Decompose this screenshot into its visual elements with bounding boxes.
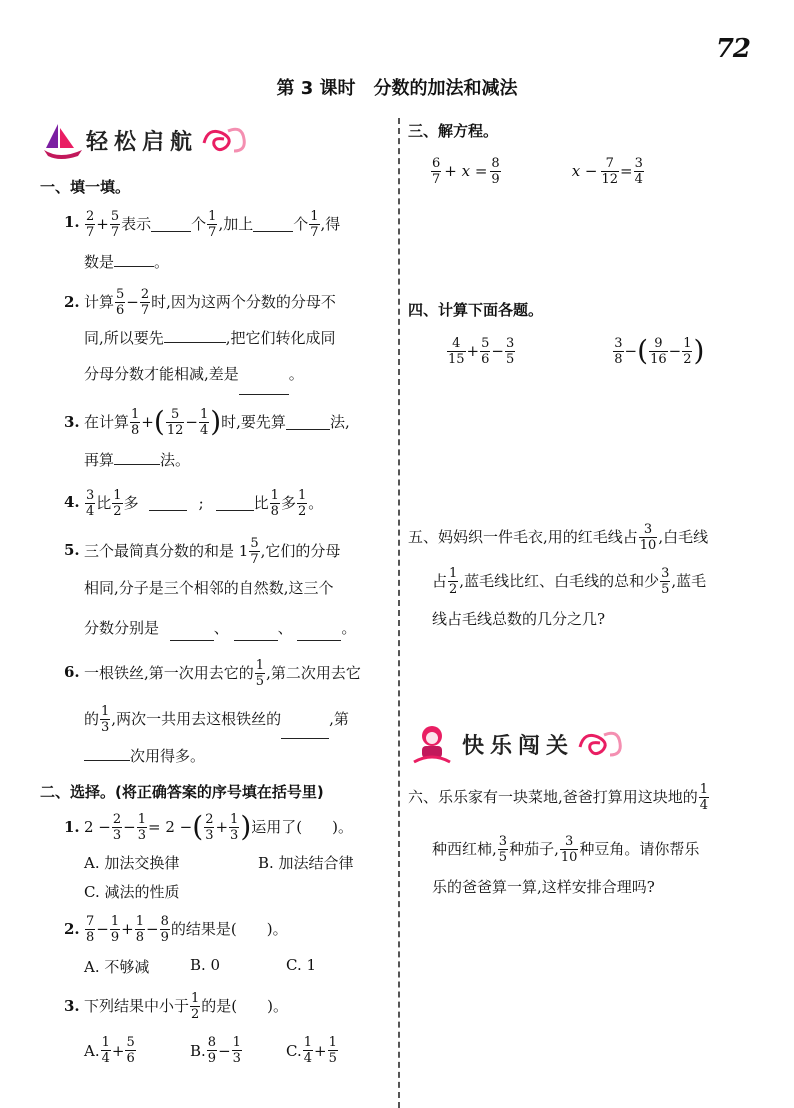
fraction: $\frac{1}{8}$: [270, 487, 279, 519]
fraction: $\frac{3}{5}$: [505, 335, 515, 367]
fraction: $\frac{8}{9}$: [160, 913, 169, 945]
fraction: $\frac{1}{3}$: [232, 1035, 241, 1066]
fraction: $\frac{3}{10}$: [560, 833, 578, 865]
cartoon-character-icon: [408, 722, 456, 766]
column-divider: [398, 118, 400, 1108]
fraction: $\frac{1}{2}$: [297, 487, 307, 519]
answer-blank[interactable]: [170, 626, 214, 641]
fraction: $\frac{3}{8}$: [614, 335, 623, 367]
fraction: $\frac{1}{9}$: [110, 913, 120, 945]
section-3-heading: 三、解方程。: [408, 122, 499, 140]
fraction: $\frac{1}{7}$: [310, 208, 319, 240]
fraction: $\frac{1}{4}$: [303, 1035, 312, 1066]
page-number: 72: [715, 34, 750, 64]
fraction: $\frac{5}{6}$: [481, 335, 490, 367]
choice-question-3: 3. 下列结果中小于 $\frac{1}{2}$ 的是( )。 A. $\frac{1}{4}$ + $\frac{5}{6}$ B. $\frac{8}{9}$ − $\frac{1}{3}$ C. $\frac{1}{4}$ + $\frac{1}{5}$: [64, 990, 337, 1066]
question-2: 2. 计算 $\frac{5}{6}$ − $\frac{2}{7}$ 时,因为这两个分数的分母不 同,所以要先 ,把它们转化成同 分母分数才能相减,差是 。: [40, 285, 388, 385]
fraction: $\frac{1}{5}$: [328, 1035, 337, 1066]
option-a[interactable]: A. $\frac{1}{4}$ + $\frac{5}{6}$: [84, 1035, 135, 1066]
answer-blank[interactable]: [84, 746, 130, 761]
answer-blank[interactable]: [216, 496, 254, 511]
question-4: 4. $\frac{3}{4}$ 比 $\frac{1}{2}$ 多 ; 比 $\frac{1}{8}$ 多 $\frac{1}{2}$ 。: [64, 487, 324, 519]
fraction: $\frac{1}{5}$: [255, 657, 265, 689]
banner-easy-start: [40, 118, 388, 162]
fraction: $\frac{3}{10}$: [639, 521, 657, 553]
section-2-heading: 二、选择。(将正确答案的序号填在括号里): [40, 783, 324, 801]
equations-row: $\frac{6}{7}$ + x = $\frac{8}{9}$ x − $\frac{7}{12}$ = $\frac{3}{4}$: [432, 155, 643, 187]
option-a[interactable]: A. 加法交换律: [84, 854, 180, 872]
fraction: $\frac{2}{3}$: [112, 811, 122, 843]
question-number: 4.: [64, 493, 80, 511]
section-6: 六、乐乐家有一块菜地,爸爸打算用这块地的 $\frac{1}{4}$ 种西红柿, $\frac{3}{5}$ 种茄子, $\frac{3}{10}$ 种豆角。请你帮乐 乐的爸爸算一算,这样安排合理吗?: [408, 781, 709, 896]
fraction: $\frac{1}{3}$: [230, 811, 239, 843]
fraction: $\frac{5}{6}$: [126, 1035, 135, 1066]
answer-blank[interactable]: [286, 415, 330, 430]
fraction: $\frac{1}{2}$: [113, 487, 122, 519]
question-5: 5. 三个最简真分数的和是 1 $\frac{5}{7}$ ,它们的分母 相同,分子是三个相邻的自然数,这三个 分数分别是 、 、 。: [40, 533, 388, 639]
question-number: 6.: [64, 663, 80, 681]
question-6: 6. 一根铁丝,第一次用去它的 $\frac{1}{5}$ ,第二次用去它 的 $\frac{1}{3}$ ,两次一共用去这根铁丝的 ,第 次用得多。: [64, 657, 361, 765]
answer-blank[interactable]: [253, 217, 293, 232]
fraction: $\frac{5}{6}$: [116, 286, 125, 318]
fraction: $\frac{2}{3}$: [205, 811, 214, 843]
question-1: 1. $\frac{2}{7}$ + $\frac{5}{7}$ 表示 个 $\frac{1}{7}$ ,加上 个 $\frac{1}{7}$ ,得 数是 。: [64, 208, 341, 271]
question-3: 3. 在计算 $\frac{1}{8}$ + ( $\frac{5}{12}$ − $\frac{1}{4}$ ) 时,要先算 法, 再算 法。: [64, 405, 350, 469]
answer-blank[interactable]: [239, 380, 289, 395]
option-c[interactable]: C. 1: [286, 956, 317, 974]
fraction: $\frac{5}{7}$: [110, 208, 120, 240]
banner-title: 轻松启航: [86, 129, 199, 155]
swirl-decoration-icon: [574, 727, 626, 761]
section-4-heading: 四、计算下面各题。: [408, 301, 544, 319]
fraction: $\frac{8}{9}$: [207, 1035, 217, 1066]
fraction: $\frac{7}{12}$: [601, 155, 619, 187]
option-b[interactable]: B. 0: [190, 956, 221, 974]
sailboat-icon: [40, 120, 86, 160]
fraction: $\frac{1}{8}$: [131, 406, 140, 438]
section-5: 五、妈妈织一件毛衣,用的红毛线占 $\frac{3}{10}$ ,白毛线 占 $\frac{1}{2}$ ,蓝毛线比红、白毛线的总和少 $\frac{3}{5}$ ,蓝毛 线占毛线总数的几分之几?: [408, 521, 709, 628]
answer-blank[interactable]: [114, 450, 160, 465]
lesson-title: 第 3 课时 分数的加法和减法: [276, 78, 518, 99]
choice-question-2: 2. $\frac{7}{8}$ − $\frac{1}{9}$ + $\frac{1}{8}$ − $\frac{8}{9}$ 的结果是( )。 A. 不够减 B. 0 C. 1: [64, 913, 317, 976]
answer-blank[interactable]: [297, 626, 341, 641]
question-number: 1.: [64, 818, 80, 836]
fraction: $\frac{3}{5}$: [498, 833, 508, 865]
option-a[interactable]: A. 不够减: [84, 958, 150, 976]
calc-row: $\frac{4}{15}$ + $\frac{5}{6}$ − $\frac{3}{5}$ $\frac{3}{8}$ − ( $\frac{9}{16}$ − $\frac{1}{2}$ ): [448, 334, 705, 367]
option-b[interactable]: B. $\frac{8}{9}$ − $\frac{1}{3}$: [190, 1035, 241, 1066]
choice-question-1: 1. 2 − $\frac{2}{3}$ − $\frac{1}{3}$ = 2 − ( $\frac{2}{3}$ + $\frac{1}{3}$ ) 运用了( )。 A. 加法交换律 B. 加法结合律 C. 减法的性质: [64, 810, 354, 901]
fraction: $\frac{1}{3}$: [137, 811, 147, 843]
answer-blank[interactable]: [151, 217, 191, 232]
fraction: $\frac{5}{7}$: [250, 535, 259, 567]
answer-blank[interactable]: [281, 724, 329, 739]
fraction: $\frac{5}{12}$: [166, 406, 184, 438]
fraction: $\frac{4}{15}$: [448, 335, 465, 367]
answer-blank[interactable]: [234, 626, 278, 641]
fraction: $\frac{1}{3}$: [101, 703, 110, 735]
banner-happy-challenge: [408, 722, 758, 766]
option-c[interactable]: C. $\frac{1}{4}$ + $\frac{1}{5}$: [286, 1035, 337, 1066]
fraction: $\frac{1}{2}$: [449, 565, 458, 597]
fraction: $\frac{1}{8}$: [135, 913, 144, 945]
fraction: $\frac{6}{7}$: [432, 155, 441, 187]
question-number: 5.: [64, 541, 80, 559]
fraction: $\frac{1}{7}$: [208, 208, 217, 240]
answer-blank[interactable]: [149, 496, 187, 511]
question-number: 3.: [64, 997, 80, 1015]
fraction: $\frac{1}{4}$: [699, 781, 709, 813]
option-b[interactable]: B. 加法结合律: [258, 854, 354, 872]
question-number: 2.: [64, 920, 80, 938]
option-c[interactable]: C. 减法的性质: [84, 883, 180, 901]
swirl-decoration-icon: [198, 123, 250, 157]
question-number: 3.: [64, 413, 80, 431]
fraction: $\frac{1}{4}$: [199, 406, 209, 438]
fraction: $\frac{8}{9}$: [491, 155, 500, 187]
fraction: $\frac{3}{4}$: [86, 487, 95, 519]
question-number: 1.: [64, 213, 80, 231]
right-column: [408, 118, 758, 898]
banner-title: 快乐闯关: [462, 733, 575, 759]
fraction: $\frac{1}{2}$: [191, 990, 200, 1022]
fraction: $\frac{7}{8}$: [86, 913, 95, 945]
question-number: 2.: [64, 293, 80, 311]
left-column: [40, 118, 388, 1066]
answer-blank[interactable]: [114, 252, 154, 267]
fraction: $\frac{2}{7}$: [86, 208, 95, 240]
fraction: $\frac{1}{2}$: [683, 335, 692, 367]
fraction: $\frac{3}{4}$: [634, 155, 643, 187]
fraction: $\frac{9}{16}$: [650, 335, 667, 367]
fraction: $\frac{2}{7}$: [140, 286, 150, 318]
fraction: $\frac{1}{4}$: [101, 1035, 110, 1066]
section-1-heading: 一、填一填。: [40, 178, 131, 196]
fraction: $\frac{3}{5}$: [661, 565, 670, 597]
answer-blank[interactable]: [164, 328, 226, 343]
